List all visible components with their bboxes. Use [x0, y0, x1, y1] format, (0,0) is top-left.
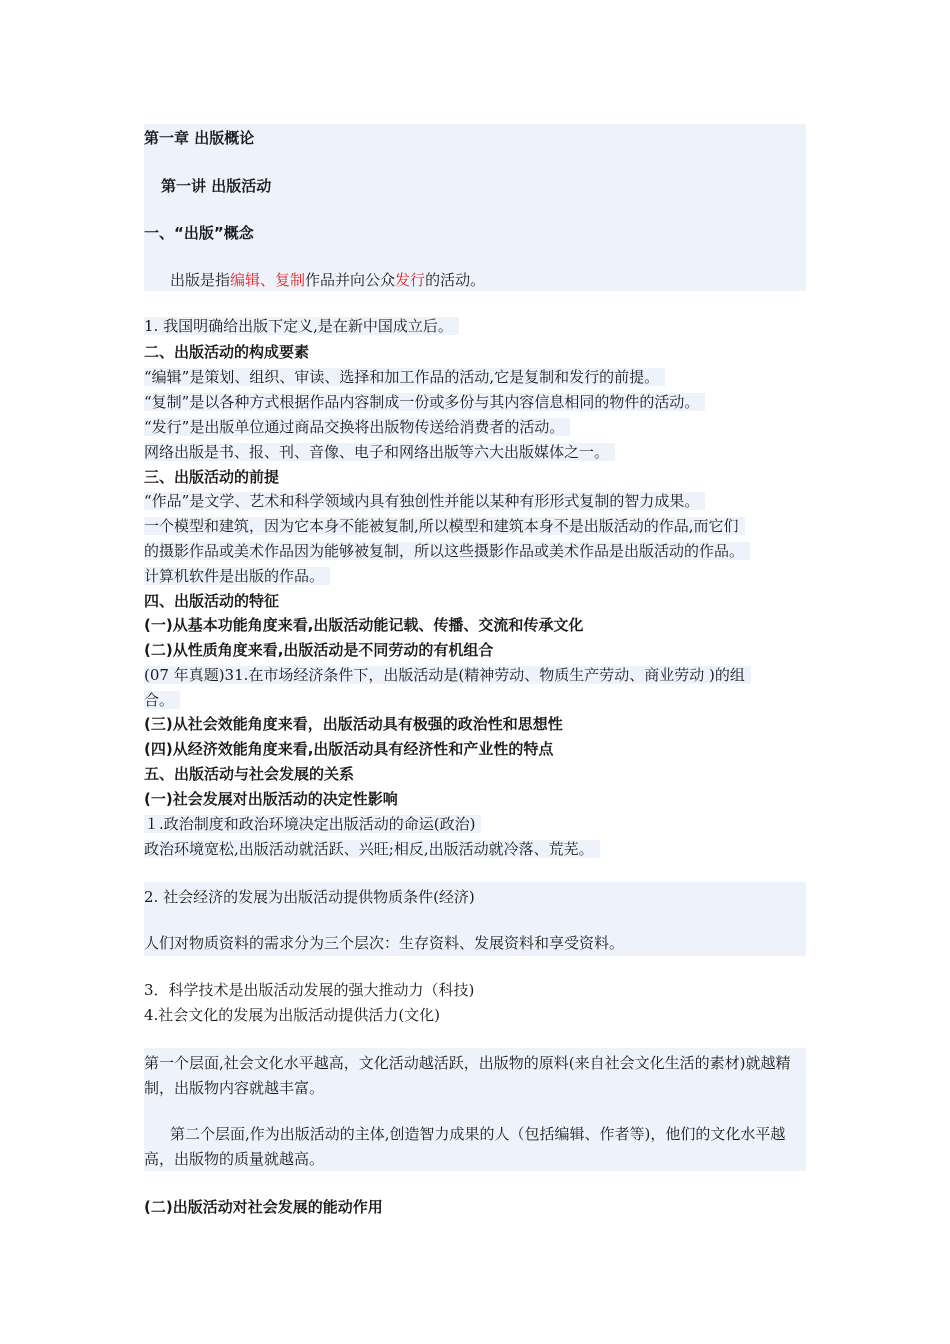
sec4-feature-4: (四)从经济效能角度来看,出版活动具有经济性和产业性的特点	[144, 740, 554, 758]
intro-highlight-block	[144, 124, 806, 291]
sec4-feature-1: (一)从基本功能角度来看,出版活动能记载、传播、交流和传承文化	[144, 616, 584, 634]
note-line: 1. 我国明确给出版下定义,是在新中国成立后。	[144, 316, 459, 336]
culture-layer-1: 第一个层面,社会文化水平越高，文化活动越活跃，出版物的原料(来自社会文化生活的素材)就越精制，出版物内容就越丰富。	[144, 1054, 791, 1097]
sec3-line-1: “作品”是文学、艺术和科学领域内具有独创性并能以某种有形形式复制的智力成果。	[144, 491, 705, 511]
publishing-definition: 出版是指编辑、复制作品并向公众发行的活动。	[170, 271, 486, 289]
sec5-point-2-detail: 人们对物质资料的需求分为三个层次：生存资料、发展资料和享受资料。	[144, 934, 625, 952]
sec5-point-1-detail: 政治环境宽松,出版活动就活跃、兴旺;相反,出版活动就冷落、荒芜。	[144, 839, 600, 859]
sec2-line-1: “编辑”是策划、组织、审读、选择和加工作品的活动,它是复制和发行的前提。	[144, 367, 665, 387]
sec3-line-2b: 的摄影作品或美术作品因为能够被复制，所以这些摄影作品或美术作品是出版活动的作品。	[144, 541, 750, 561]
section-2-heading: 二、出版活动的构成要素	[144, 343, 310, 361]
sec3-line-3: 计算机软件是出版的作品。	[144, 566, 330, 586]
sec5-subheading-2: (二)出版活动对社会发展的能动作用	[144, 1198, 383, 1216]
sec5-point-1: １.政治制度和政治环境决定出版活动的命运(政治)	[144, 814, 481, 834]
sec2-line-2: “复制”是以各种方式根据作品内容制成一份或多份与其内容信息相同的物件的活动。	[144, 392, 705, 412]
sec5-point-3: 3．科学技术是出版活动发展的强大推动力（科技)	[144, 981, 475, 999]
sec4-feature-3: (三)从社会效能角度来看，出版活动具有极强的政治性和思想性	[144, 715, 563, 733]
sec5-point-2: 2. 社会经济的发展为出版活动提供物质条件(经济)	[144, 888, 475, 906]
section-3-heading: 三、出版活动的前提	[144, 468, 280, 486]
sec4-exam-line-a: (07 年真题)31.在市场经济条件下，出版活动是(精神劳动、物质生产劳动、商业劳动 )的组	[144, 665, 751, 685]
chapter-title: 第一章 出版概论	[144, 129, 255, 147]
sec5-subheading-1: (一)社会发展对出版活动的决定性影响	[144, 790, 398, 808]
sec2-line-4: 网络出版是书、报、刊、音像、电子和网络出版等六大出版媒体之一。	[144, 442, 615, 462]
lecture-title: 第一讲 出版活动	[161, 177, 272, 195]
sec5-point-4: 4.社会文化的发展为出版活动提供活力(文化)	[144, 1006, 441, 1024]
section-5-heading: 五、出版活动与社会发展的关系	[144, 765, 355, 783]
section-1-heading: 一、“出版”概念	[144, 224, 254, 242]
sec2-line-3: “发行”是出版单位通过商品交换将出版物传送给消费者的活动。	[144, 417, 570, 437]
sec4-feature-2: (二)从性质角度来看,出版活动是不同劳动的有机组合	[144, 641, 494, 659]
sec4-exam-line-b: 合。	[144, 690, 180, 710]
sec3-line-2a: 一个模型和建筑，因为它本身不能被复制,所以模型和建筑本身不是出版活动的作品,而它们	[144, 516, 745, 536]
section-4-heading: 四、出版活动的特征	[144, 592, 280, 610]
culture-layer-2: 第二个层面,作为出版活动的主体,创造智力成果的人（包括编辑、作者等)，他们的文化水平越高，出版物的质量就越高。	[144, 1125, 786, 1168]
